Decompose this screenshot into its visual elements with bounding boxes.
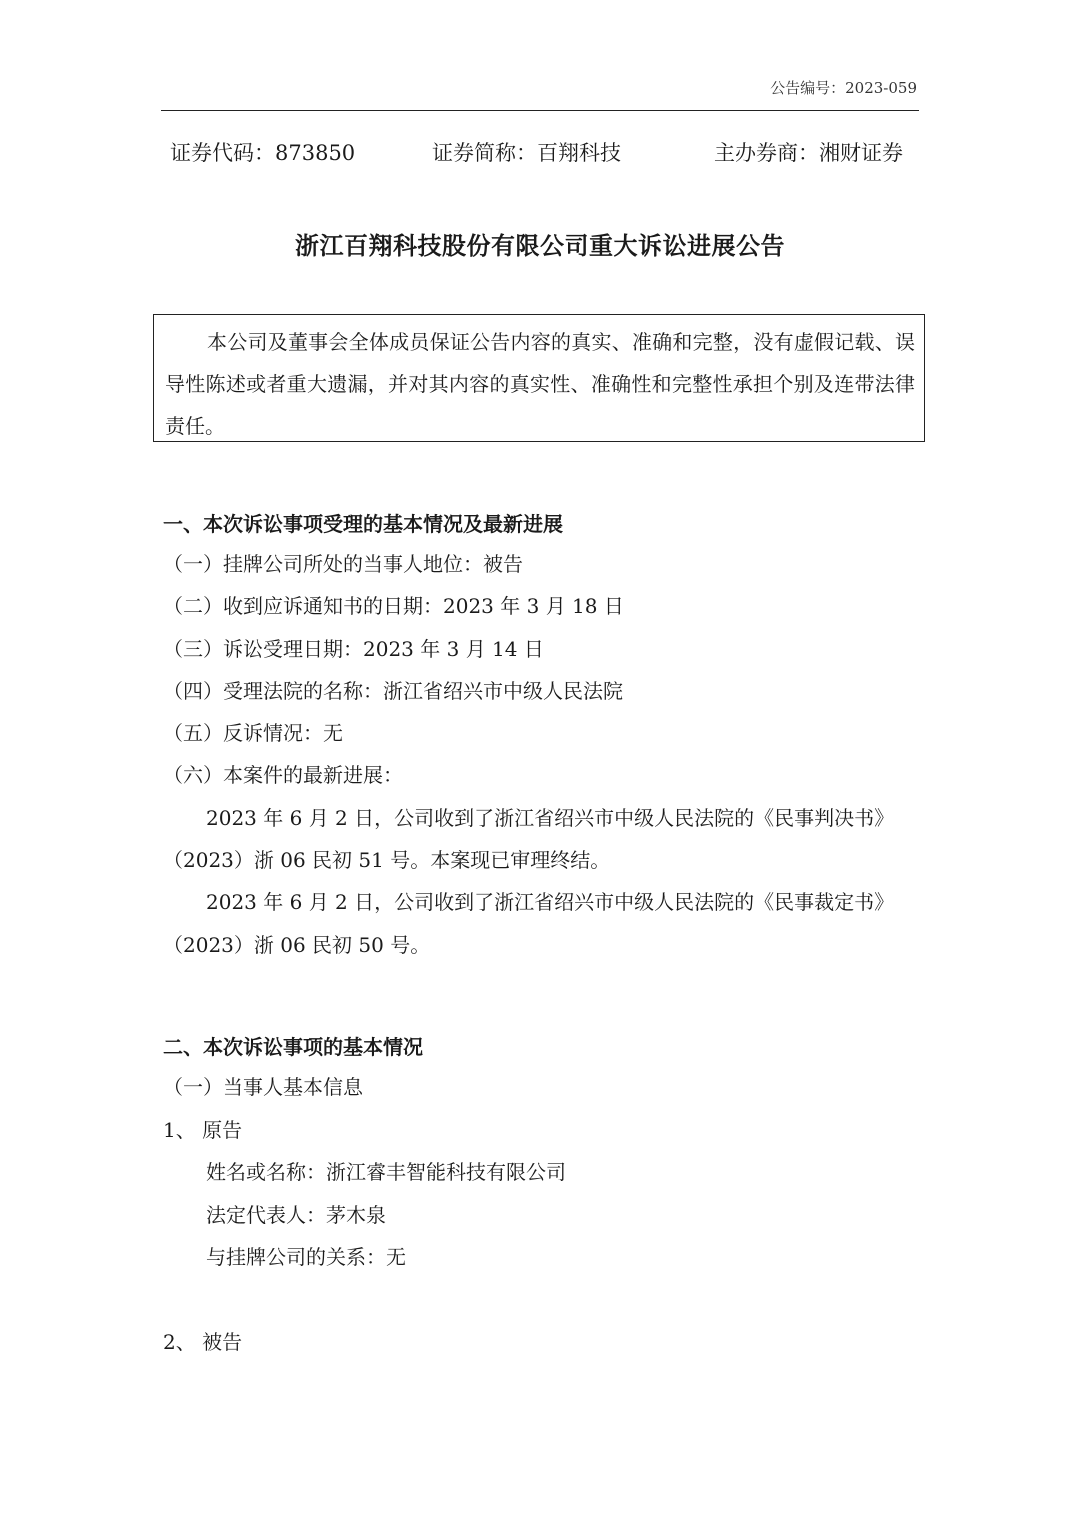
security-code: 证券代码：873850 — [170, 141, 356, 165]
header-divider — [161, 110, 919, 111]
security-short-name: 证券简称：百翔科技 — [432, 141, 621, 165]
section1-item: （六）本案件的最新进展： — [163, 763, 403, 787]
plaintiff-representative: 法定代表人：茅木泉 — [206, 1203, 386, 1227]
statement-box — [153, 314, 925, 442]
section1-heading: 一、本次诉讼事项受理的基本情况及最新进展 — [163, 512, 563, 536]
defendant-label: 2、 被告 — [163, 1330, 243, 1354]
progress-paragraph-2-cont: （2023）浙 06 民初 50 号。 — [163, 933, 431, 957]
section1-item: （四）受理法院的名称：浙江省绍兴市中级人民法院 — [163, 679, 623, 703]
document-title: 浙江百翔科技股份有限公司重大诉讼进展公告 — [295, 231, 785, 260]
section1-item: （二）收到应诉通知书的日期：2023 年 3 月 18 日 — [163, 594, 624, 618]
notice-number: 公告编号：2023-059 — [770, 79, 917, 97]
section1-item: （三）诉讼受理日期：2023 年 3 月 14 日 — [163, 637, 544, 661]
plaintiff-label: 1、 原告 — [163, 1118, 243, 1142]
progress-paragraph-1-cont: （2023）浙 06 民初 51 号。本案现已审理终结。 — [163, 848, 611, 872]
progress-paragraph-2: 2023 年 6 月 2 日，公司收到了浙江省绍兴市中级人民法院的《民事裁定书》 — [206, 890, 895, 914]
sponsor-broker: 主办券商：湘财证券 — [714, 141, 903, 165]
section2-heading: 二、本次诉讼事项的基本情况 — [163, 1035, 423, 1059]
plaintiff-relation: 与挂牌公司的关系：无 — [206, 1245, 406, 1269]
statement-text: 本公司及董事会全体成员保证公告内容的真实、准确和完整，没有虚假记载、误导性陈述或者重大遗漏，并对其内容的真实性、准确性和完整性承担个别及连带法律责任。 — [165, 330, 915, 438]
plaintiff-name: 姓名或名称：浙江睿丰智能科技有限公司 — [206, 1160, 566, 1184]
party-info-subheading: （一）当事人基本信息 — [163, 1075, 363, 1099]
section1-item: （五）反诉情况：无 — [163, 721, 343, 745]
section1-item: （一）挂牌公司所处的当事人地位：被告 — [163, 552, 523, 576]
progress-paragraph-1: 2023 年 6 月 2 日，公司收到了浙江省绍兴市中级人民法院的《民事判决书》 — [206, 806, 895, 830]
